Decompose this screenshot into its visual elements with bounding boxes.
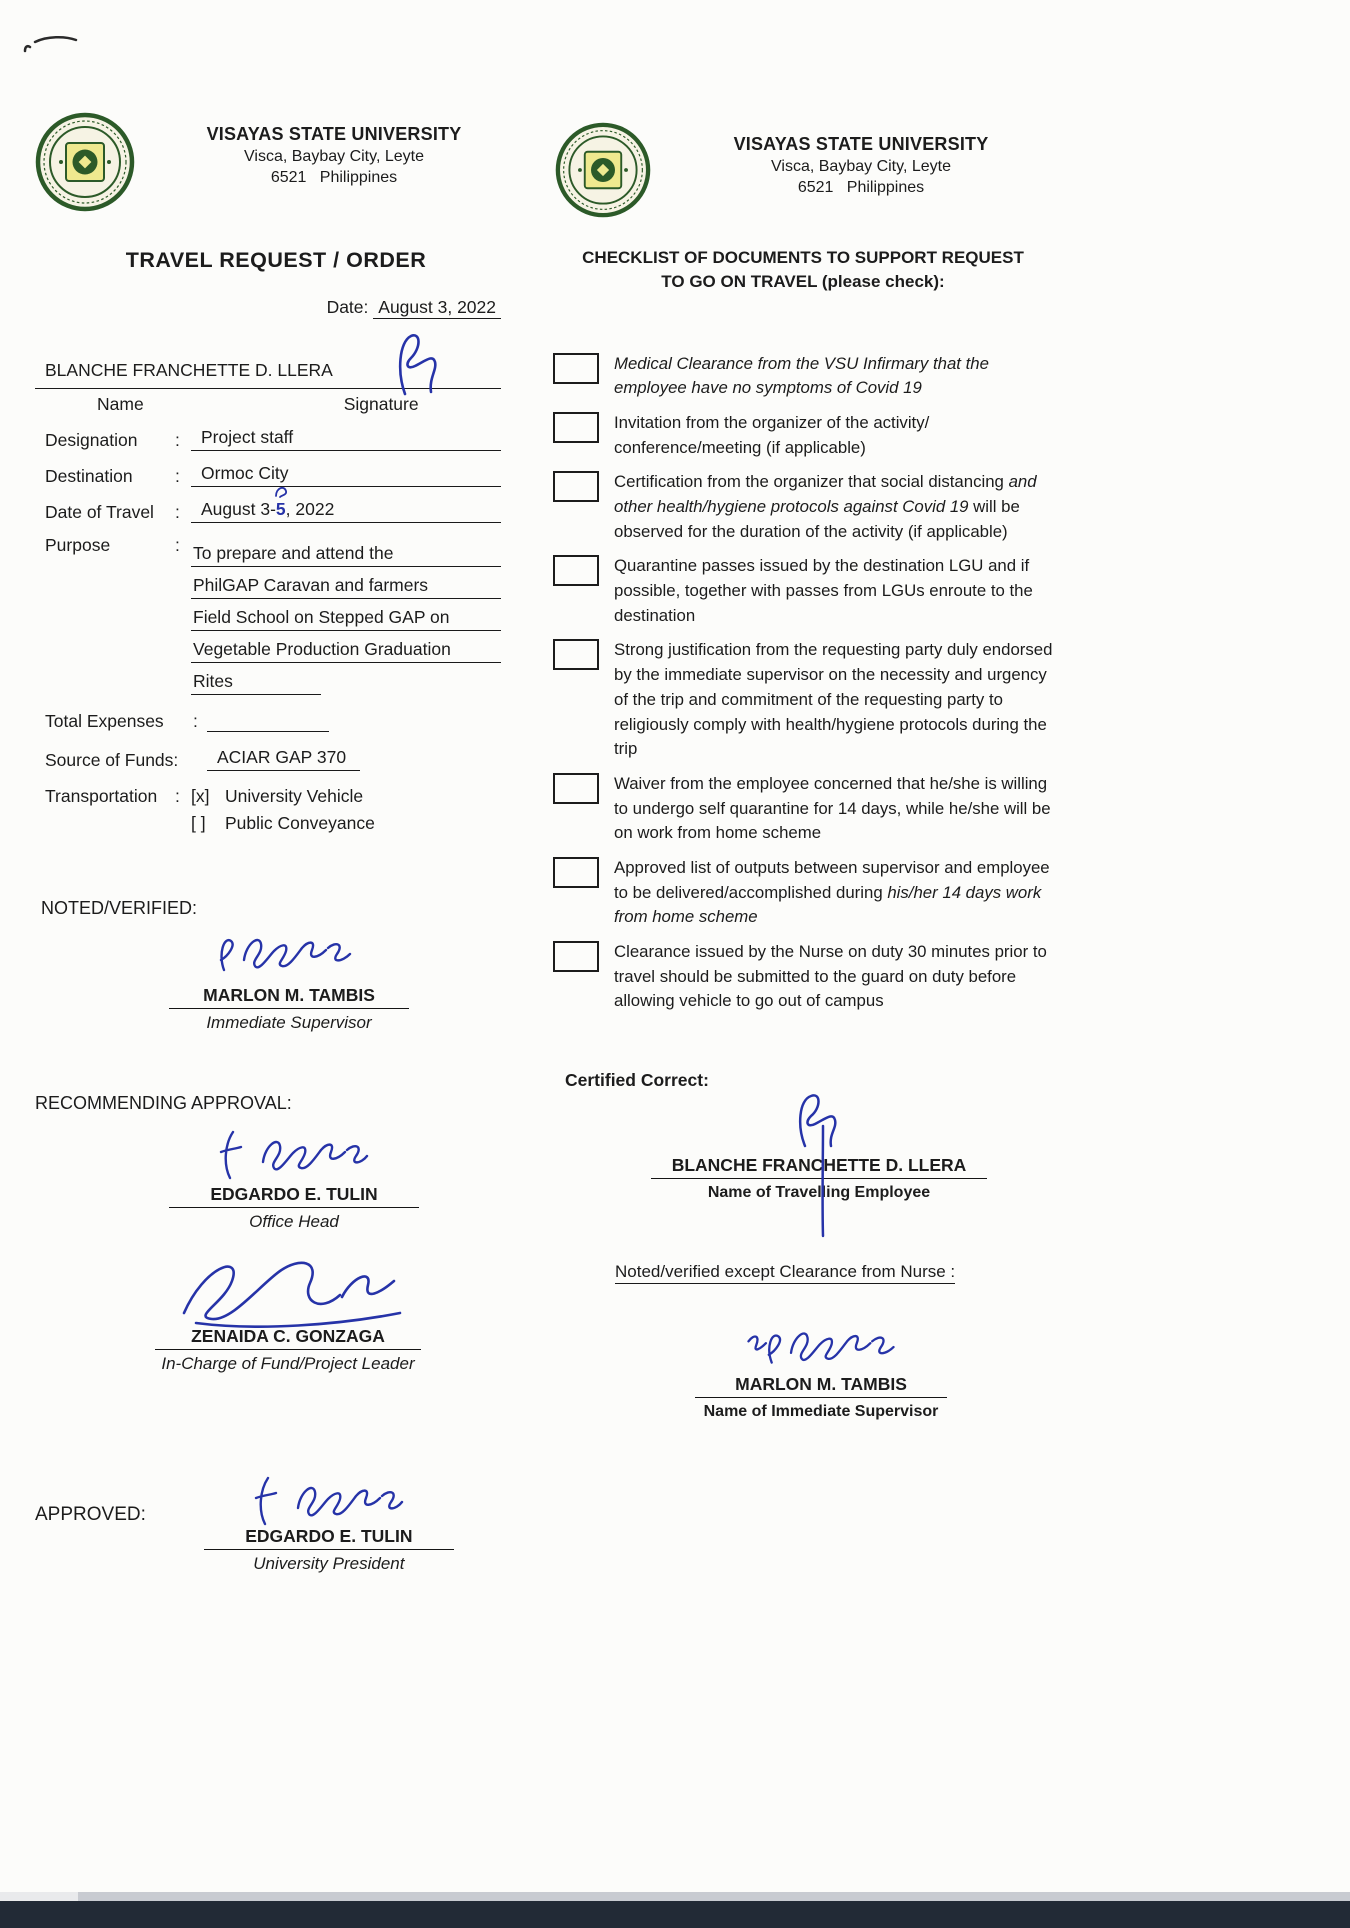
colon: : [175,786,180,806]
checkbox[interactable] [553,353,599,384]
date-row [35,297,517,318]
immediate-supervisor-name: MARLON M. TAMBIS [695,1374,947,1398]
checklist-item-text: Quarantine passes issued by the destination LGU and if possible, together with passes from LGUs enroute to the destination [614,556,1033,625]
checkbox-mark-checked: [x] [191,786,210,806]
name-line [35,360,501,389]
signature-llera [789,1089,849,1241]
immediate-supervisor-signature-block [695,1320,947,1421]
total-expenses-row [35,711,517,732]
certified-correct-label: Certified Correct: [565,1070,709,1091]
vsu-seal-logo [35,112,135,212]
pen-insertion-mark [273,483,291,499]
purpose-values [191,535,501,695]
destination-label: Destination [45,466,133,486]
approved-section [35,1474,517,1574]
university-address-1: Visca, Baybay City, Leyte [771,158,951,175]
fund-leader-signature-block [155,1252,421,1374]
transport-option-label: Public Conveyance [225,813,375,833]
name-caption: Name [97,394,144,414]
source-of-funds-row [35,747,517,771]
scan-artifact-bar [0,1901,1350,1928]
handwritten-correction: 5 [276,499,286,519]
checklist-item-text: Certification from the organizer that social distancing and other health/hygiene protocols against Covid 19 will be observed for the duration of the activity (if applicable) [614,472,1037,541]
president-name: EDGARDO E. TULIN [204,1526,454,1550]
employee-name: BLANCHE FRANCHETTE D. LLERA [651,1155,987,1179]
purpose-line: Rites [191,663,321,695]
purpose-line: PhilGAP Caravan and farmers [191,567,501,599]
employee-name: BLANCHE FRANCHETTE D. LLERA [45,360,333,380]
checklist-item [553,554,1053,628]
checkbox[interactable] [553,555,599,586]
form-title: TRAVEL REQUEST / ORDER [125,248,427,272]
date-of-travel-typed: August 3- [201,499,276,519]
travel-request-form [35,0,517,1574]
office-head-signature-block [169,1122,419,1232]
colon: : [175,502,180,522]
checklist-title-line2: TO GO ON TRAVEL (please check): [661,271,945,291]
name-signature-block [35,360,517,415]
signature-caption: Signature [343,394,419,414]
checkbox-mark-unchecked: [ ] [191,813,206,833]
date-of-travel-label: Date of Travel [45,502,154,522]
signature-tambis [736,1320,906,1378]
transport-option-university-vehicle [191,786,517,807]
supervisor-title: Immediate Supervisor [206,1013,372,1032]
signature-llera [389,328,449,408]
scan-artifact-corner [0,1892,78,1901]
university-name: VISAYAS STATE UNIVERSITY [733,134,989,154]
transportation-options [191,786,517,840]
signature-tulin [253,1470,405,1530]
office-head-title: Office Head [249,1212,339,1231]
date-of-travel-value [191,499,501,523]
purpose-line: To prepare and attend the [191,535,501,567]
noted-except-text: Noted/verified except Clearance from Nurse : [615,1262,955,1284]
colon: : [175,466,180,486]
checklist-item [553,772,1053,846]
university-address-2: 6521 Philippines [797,179,925,196]
purpose-label: Purpose [45,535,111,555]
university-name: VISAYAS STATE UNIVERSITY [206,124,462,144]
transport-option-label: University Vehicle [225,786,364,806]
travel-checklist [553,0,1053,1421]
checklist-item-text: Strong justification from the requesting party duly endorsed by the immediate supervisor on the necessity and urgency of the trip and commitment of the requesting party to religiously comply with health/hygiene protocols during the trip [614,640,1053,759]
designation-row [35,427,517,451]
signature-gonzaga [168,1250,408,1336]
checklist-item [553,856,1053,930]
transportation-label: Transportation [45,786,158,806]
office-head-name: EDGARDO E. TULIN [169,1184,419,1208]
checklist-item [553,411,1053,460]
checklist-title [553,246,1053,294]
employee-caption: Name of Travelling Employee [707,1184,931,1202]
checklist-item [553,940,1053,1014]
supervisor-name: MARLON M. TAMBIS [169,985,409,1009]
total-expenses-blank [207,711,329,732]
checklist-item [553,638,1053,761]
employee-signature-block [651,1095,987,1202]
immediate-supervisor-caption: Name of Immediate Supervisor [703,1403,939,1421]
source-of-funds-value: ACIAR GAP 370 [207,747,360,771]
checkbox[interactable] [553,941,599,972]
university-address-1: Visca, Baybay City, Leyte [244,148,424,165]
checkbox[interactable] [553,412,599,443]
purpose-line: Field School on Stepped GAP on [191,599,501,631]
colon: : [175,535,180,555]
designation-label: Designation [45,430,138,450]
colon: : [175,430,180,450]
supervisor-signature-block [169,921,409,1033]
left-letterhead [35,112,517,212]
checklist-item-text: Invitation from the organizer of the activity/ conference/meeting (if applicable) [614,412,930,457]
scan-artifact-strip [78,1892,1350,1901]
fund-leader-name: ZENAIDA C. GONZAGA [155,1326,421,1350]
date-of-travel-typed-end: , 2022 [285,499,335,519]
total-expenses-label: Total Expenses [45,711,164,731]
purpose-row [35,535,517,695]
checklist-title-line1: CHECKLIST OF DOCUMENTS TO SUPPORT REQUEST [582,248,1024,267]
designation-value: Project staff [191,427,501,451]
noted-except-line [615,1262,1053,1282]
checklist-item-text: Approved list of outputs between supervisor and employee to be delivered/accomplished during his/her 14 days work from home scheme [614,857,1050,927]
fund-leader-title: In-Charge of Fund/Project Leader [161,1354,415,1373]
checklist-item-text: Clearance issued by the Nurse on duty 30 minutes prior to travel should be submitted to the guard on duty before allowing vehicle to go out of campus [614,942,1047,1011]
left-letterhead-text [151,112,517,187]
checkbox[interactable] [553,639,599,670]
source-of-funds-label: Source of Funds: [45,750,179,770]
colon: : [193,711,198,731]
checkbox[interactable] [553,471,599,502]
noted-verified-label: NOTED/VERIFIED: [41,898,198,918]
checklist-item [553,352,1053,401]
transport-option-public-conveyance [191,813,517,834]
purpose-line: Vegetable Production Graduation [191,631,501,663]
president-signature-block [204,1474,454,1574]
date-of-travel-row [35,499,517,523]
checklist-item-text: Medical Clearance from the VSU Infirmary that the employee have no symptoms of Covid 19 [614,353,989,398]
destination-value: Ormoc City [191,463,501,487]
date-value: August 3, 2022 [373,297,501,319]
right-letterhead-text [669,122,1053,197]
signature-tambis [214,925,364,983]
checkbox[interactable] [553,773,599,804]
signature-tulin [218,1124,370,1184]
transportation-row [35,786,517,840]
vsu-seal-logo [553,122,653,218]
president-title: University President [253,1554,405,1573]
date-label: Date: [326,297,369,317]
checkbox[interactable] [553,857,599,888]
right-letterhead [553,122,1053,218]
university-address-2: 6521 Philippines [270,169,398,186]
checklist-items [553,352,1053,1015]
checklist-item-text: Waiver from the employee concerned that he/she is willing to undergo self quarantine for 14 days, while he/she will be on work from home scheme [614,773,1051,843]
approved-label: APPROVED: [35,1504,146,1525]
checklist-item [553,470,1053,544]
recommending-approval-label: RECOMMENDING APPROVAL: [35,1093,292,1113]
